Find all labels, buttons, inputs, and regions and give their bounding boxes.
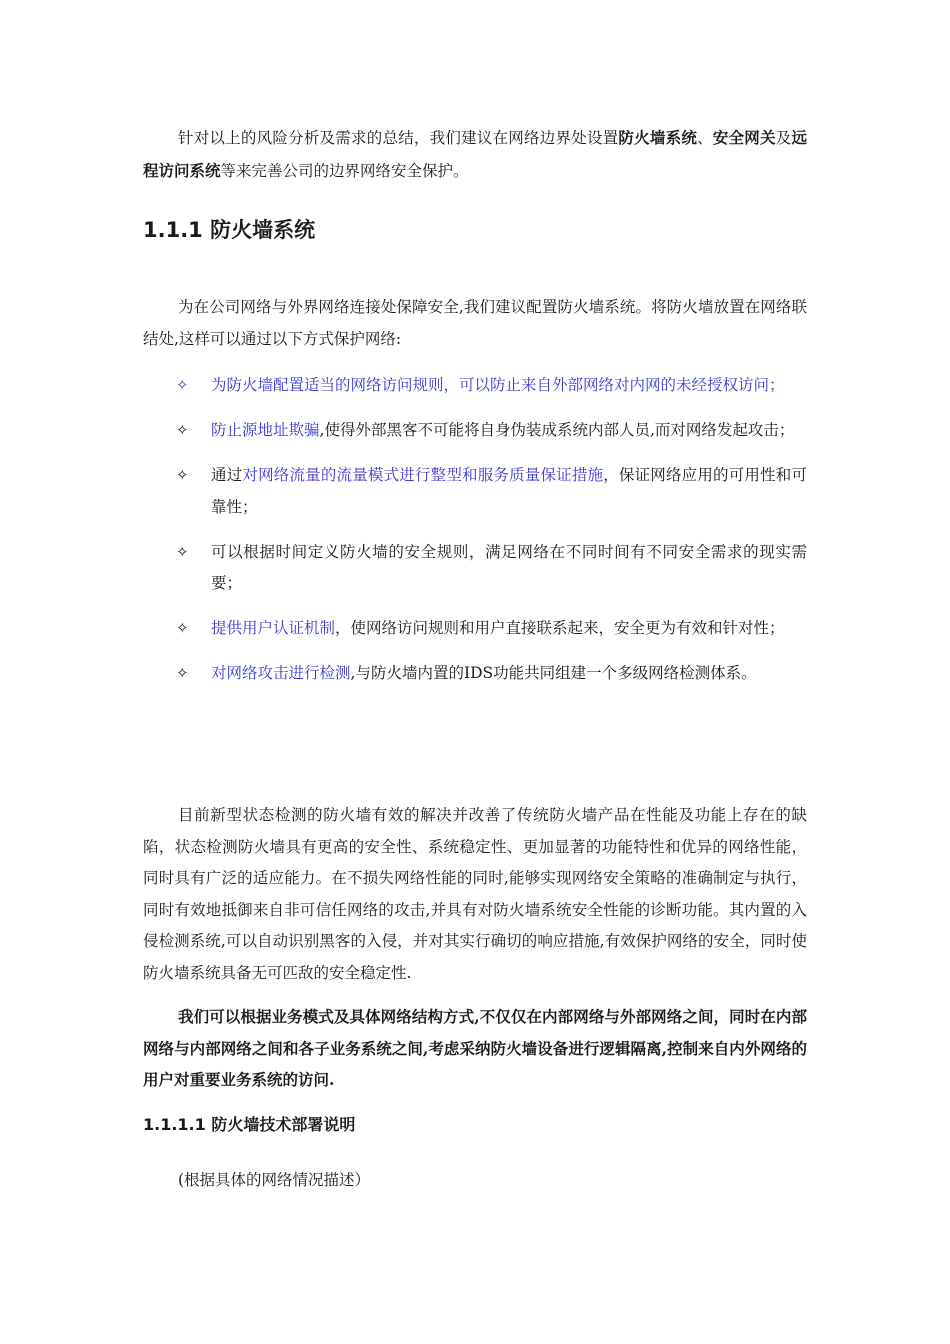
intro-text-1: 针对以上的风险分析及需求的总结，我们建议在网络边界处设置	[178, 129, 619, 147]
bullet-item	[143, 460, 807, 523]
bullet-item	[143, 613, 807, 645]
section-intro-paragraph: 为在公司网络与外界网络连接处保障安全,我们建议配置防火墙系统。将防火墙放置在网络联结处,这样可以通过以下方式保护网络:	[143, 298, 807, 348]
bullet-text-pre: 通过	[211, 466, 243, 484]
bullet-diamond-icon: ✧	[176, 664, 189, 682]
body-paragraph: 目前新型状态检测的防火墙有效的解决并改善了传统防火墙产品在性能及功能上存在的缺陷，状态检测防火墙具有更高的安全性、系统稳定性、更加显著的功能特性和优异的网络性能，同时具有广泛的适应能力。在不损失网络性能的同时,能够实现网络安全策略的准确制定与执行，同时有效地抵御来自非可信任网络的攻击,并具有对防火墙系统安全性能的诊断功能。其内置的入侵检测系统,可以自动识别黑客的入侵，并对其实行确切的响应措施,有效保护网络的安全，同时使防火墙系统具备无可匹敌的安全稳定性.	[143, 806, 807, 982]
bullet-link-text: 对网络流量的流量模式进行整型和服务质量保证措施	[242, 466, 604, 484]
bold-paragraph: 我们可以根据业务模式及具体网络结构方式,不仅仅在内部网络与外部网络之间，同时在内部网络与内部网络之间和各子业务系统之间,考虑采纳防火墙设备进行逻辑隔离,控制来自内外网络的用户对重要业务系统的访问.	[143, 1007, 807, 1089]
intro-text-4: 等来完善公司的边界网络安全保护。	[220, 161, 469, 180]
bullet-item	[143, 537, 807, 600]
intro-text-2: 、	[697, 129, 713, 147]
intro-text-3: 及	[775, 129, 792, 147]
bullet-text-post: ，保证网络应用的可用性和可靠性；	[211, 466, 807, 516]
intro-bold-remote-access: 远程访问系统	[143, 128, 807, 180]
bullet-text-post: ,使得外部黑客不可能将自身伪装成系统内部人员,而对网络发起攻击；	[319, 421, 795, 439]
subsection-heading: 1.1.1.1 防火墙技术部署说明	[143, 1115, 356, 1134]
intro-bold-gateway: 安全网关	[712, 128, 776, 147]
bullet-diamond-icon: ✧	[176, 421, 189, 439]
bullet-text-pre: 可以根据时间定义防火墙的安全规则，满足网络在不同时间有不同安全需求的现实需要；	[211, 542, 807, 592]
bullet-link-text: 对网络攻击进行检测	[211, 664, 351, 682]
bullet-item	[143, 415, 807, 447]
bullet-text-post: ,与防火墙内置的IDS功能共同组建一个多级网络检测体系。	[350, 664, 757, 682]
bullet-link-text: 防止源地址欺骗	[211, 421, 320, 439]
intro-bold-firewall: 防火墙系统	[618, 128, 698, 147]
intro-paragraph	[143, 122, 807, 187]
bullet-text-post: ，使网络访问规则和用户直接联系起来，安全更为有效和针对性；	[335, 619, 785, 637]
bullet-diamond-icon: ✧	[176, 376, 189, 394]
note-text: (根据具体的网络情况描述）	[178, 1171, 371, 1189]
bullet-diamond-icon: ✧	[176, 619, 189, 637]
feature-bullet-list	[143, 370, 807, 703]
section-heading: 1.1.1 防火墙系统	[143, 218, 316, 242]
bullet-diamond-icon: ✧	[176, 542, 189, 561]
bullet-item	[143, 658, 807, 690]
bullet-item	[143, 370, 807, 402]
bullet-diamond-icon: ✧	[176, 466, 189, 484]
bullet-link-text: 提供用户认证机制	[211, 619, 336, 637]
bullet-link-text: 为防火墙配置适当的网络访问规则，可以防止来自外部网络对内网的未经授权访问；	[211, 376, 785, 394]
